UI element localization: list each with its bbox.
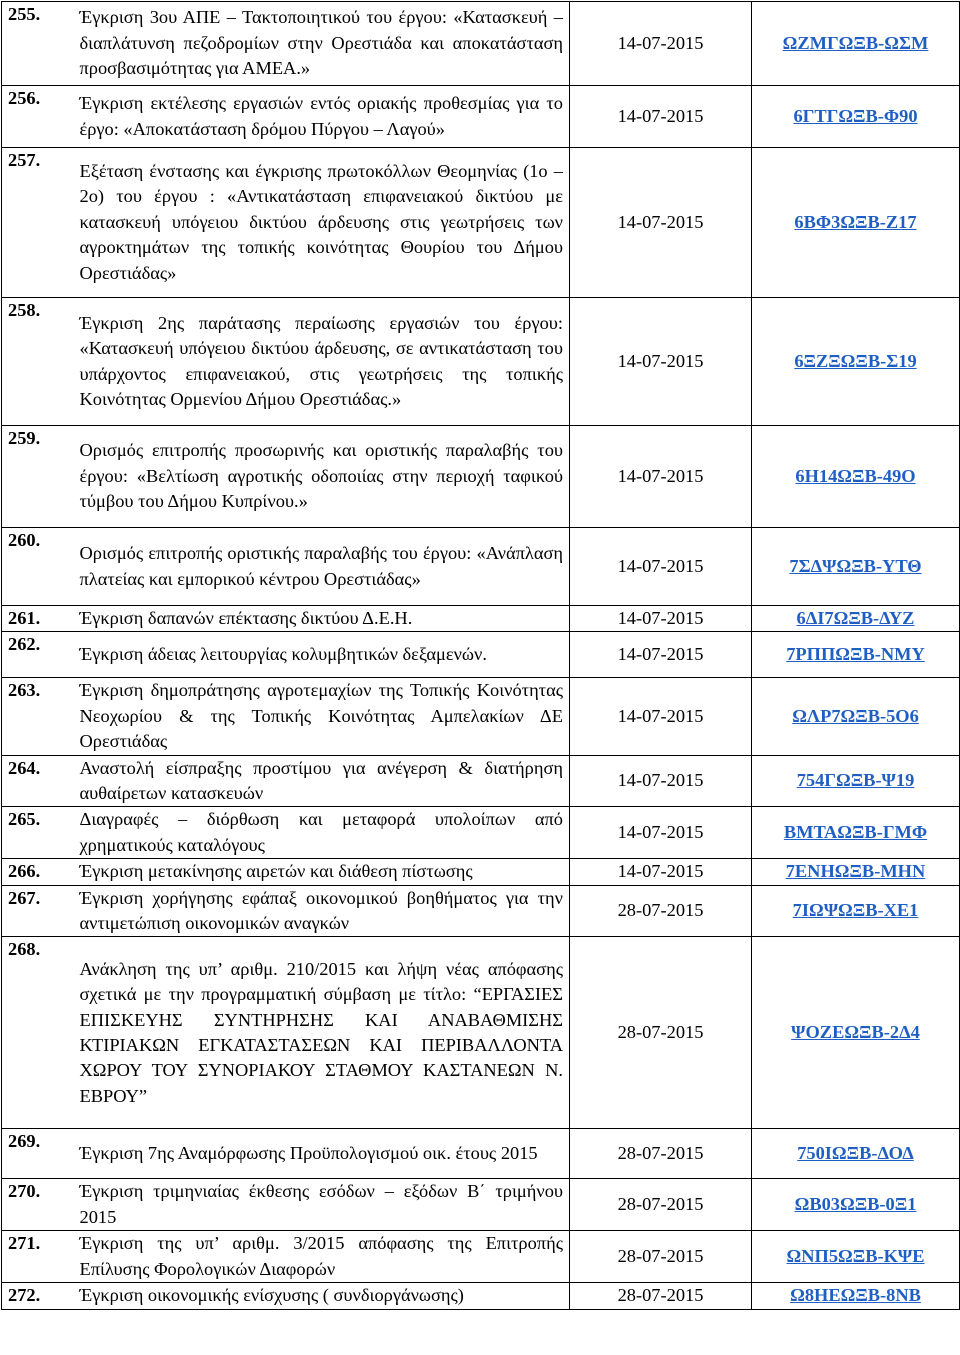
decision-ada-cell: [752, 606, 960, 632]
decision-ada-link[interactable]: 7ΡΠΠΩΞΒ-ΝΜΥ: [786, 644, 925, 665]
decision-date: 14-07-2015: [570, 859, 752, 885]
decision-row: [2, 2, 960, 86]
decision-row: [2, 678, 960, 755]
decision-ada-link[interactable]: Ω8ΗΕΩΞΒ-8ΝΒ: [790, 1285, 921, 1306]
decision-subject: Έγκριση 3ου ΑΠΕ – Τακτοποιητικού του έργου: «Κατασκευή – διαπλάτυνση πεζοδρομίων στην Ορεστιάδα και αποκατάσταση προσβασιμότητας για ΑΜΕΑ.»: [80, 2, 570, 86]
decision-ada-cell: [752, 426, 960, 528]
decision-date: 14-07-2015: [570, 426, 752, 528]
decision-row: [2, 148, 960, 298]
decision-ada-link[interactable]: 6Η14ΩΞΒ-49Ο: [795, 465, 916, 486]
decision-ada-link[interactable]: 7ΣΔΨΩΞΒ-ΥΤΘ: [789, 555, 922, 576]
decision-ada-cell: [752, 148, 960, 298]
decision-number: 257.: [2, 148, 80, 298]
decision-row: [2, 298, 960, 426]
decision-ada-cell: [752, 678, 960, 755]
decision-ada-link[interactable]: 7ΕΝΗΩΞΒ-ΜΗΝ: [785, 861, 926, 882]
decision-row: [2, 1129, 960, 1179]
decision-row: [2, 807, 960, 859]
decision-number: 267.: [2, 885, 80, 937]
decision-date: 14-07-2015: [570, 807, 752, 859]
decision-number: 266.: [2, 859, 80, 885]
decision-ada-cell: [752, 298, 960, 426]
decision-ada-cell: [752, 807, 960, 859]
decision-subject: Έγκριση μετακίνησης αιρετών και διάθεση πίστωσης: [80, 859, 570, 885]
decision-number: 265.: [2, 807, 80, 859]
decision-date: 28-07-2015: [570, 1283, 752, 1309]
decision-date: 14-07-2015: [570, 148, 752, 298]
decision-subject: Έγκριση δημοπράτησης αγροτεμαχίων της Τοπικής Κοινότητας Νεοχωρίου & της Τοπικής Κοινότητας Αμπελακίων ΔΕ Ορεστιάδας: [80, 678, 570, 755]
decision-number: 264.: [2, 755, 80, 807]
decision-ada-link[interactable]: 6ΔΙ7ΩΞΒ-ΔΥΖ: [796, 608, 915, 628]
decision-number: 271.: [2, 1231, 80, 1283]
decision-subject: Έγκριση άδειας λειτουργίας κολυμβητικών δεξαμενών.: [80, 632, 570, 678]
decision-row: [2, 885, 960, 937]
decision-number: 270.: [2, 1179, 80, 1231]
decision-subject: Ορισμός επιτροπής οριστικής παραλαβής του έργου: «Ανάπλαση πλατείας και εμπορικού κέντρου Ορεστιάδας»: [80, 528, 570, 606]
decision-ada-cell: [752, 1283, 960, 1309]
decision-number: 260.: [2, 528, 80, 606]
decision-ada-link[interactable]: 6ΞΖΞΩΞΒ-Σ19: [794, 350, 917, 371]
decision-ada-cell: [752, 2, 960, 86]
decision-number: 258.: [2, 298, 80, 426]
decision-number: 263.: [2, 678, 80, 755]
decision-row: [2, 859, 960, 885]
decision-date: 14-07-2015: [570, 298, 752, 426]
decision-row: [2, 528, 960, 606]
decision-subject: Διαγραφές – διόρθωση και μεταφορά υπολοίπων από χρηματικούς καταλόγους: [80, 807, 570, 859]
decision-ada-link[interactable]: ΩΖΜΓΩΞΒ-ΩΣΜ: [782, 32, 929, 53]
decision-number: 262.: [2, 632, 80, 678]
decision-date: 14-07-2015: [570, 528, 752, 606]
decisions-table: [1, 1, 960, 1310]
decision-row: [2, 426, 960, 528]
decision-date: 14-07-2015: [570, 632, 752, 678]
decision-row: [2, 632, 960, 678]
decision-number: 261.: [2, 606, 80, 632]
decision-date: 28-07-2015: [570, 1231, 752, 1283]
decision-ada-link[interactable]: 754ΓΩΞΒ-Ψ19: [796, 770, 915, 791]
decision-ada-link[interactable]: 6ΒΦ3ΩΞΒ-Ζ17: [794, 211, 917, 232]
decision-subject: Έγκριση δαπανών επέκτασης δικτύου Δ.Ε.Η.: [80, 606, 570, 632]
decision-ada-cell: [752, 1179, 960, 1231]
decision-date: 28-07-2015: [570, 885, 752, 937]
decision-subject: Έγκριση 2ης παράτασης περαίωσης εργασιών του έργου: «Κατασκευή υπόγειου δικτύου άρδευσης, σε αντικατάσταση του υπάρχοντος επιφανειακού, στις γεωτρήσεις της τοπικής Κοινότητας Ορμενίου Δήμου Ορεστιάδας.»: [80, 298, 570, 426]
decision-ada-link[interactable]: ΨΟΖΕΩΞΒ-2Δ4: [791, 1022, 920, 1043]
decision-date: 14-07-2015: [570, 755, 752, 807]
decision-ada-cell: [752, 937, 960, 1129]
decision-subject: Αναστολή είσπραξης προστίμου για ανέγερση & διατήρηση αυθαίρετων κατασκευών: [80, 755, 570, 807]
decision-date: 14-07-2015: [570, 86, 752, 148]
decision-date: 14-07-2015: [570, 606, 752, 632]
decision-number: 255.: [2, 2, 80, 86]
decision-subject: Έγκριση της υπ’ αριθμ. 3/2015 απόφασης της Επιτροπής Επίλυσης Φορολογικών Διαφορών: [80, 1231, 570, 1283]
decision-number: 256.: [2, 86, 80, 148]
decision-ada-cell: [752, 1129, 960, 1179]
decision-ada-cell: [752, 859, 960, 885]
decision-row: [2, 1231, 960, 1283]
decision-number: 272.: [2, 1283, 80, 1309]
decision-ada-cell: [752, 755, 960, 807]
decision-row: [2, 755, 960, 807]
decision-date: 28-07-2015: [570, 937, 752, 1129]
decision-date: 14-07-2015: [570, 678, 752, 755]
decision-date: 14-07-2015: [570, 2, 752, 86]
decision-ada-link[interactable]: 750ΙΩΞΒ-ΔΟΔ: [797, 1143, 914, 1164]
decision-ada-link[interactable]: ΒΜΤΑΩΞΒ-ΓΜΦ: [783, 822, 928, 843]
decision-row: [2, 1283, 960, 1309]
decision-ada-cell: [752, 632, 960, 678]
decision-date: 28-07-2015: [570, 1129, 752, 1179]
decision-ada-link[interactable]: ΩΛΡ7ΩΞΒ-5Ο6: [792, 705, 919, 726]
decision-row: [2, 937, 960, 1129]
decision-subject: Εξέταση ένστασης και έγκρισης πρωτοκόλλων Θεομηνίας (1ο – 2ο) του έργου : «Αντικατάσταση επιφανειακού δικτύου με κατασκευή υπόγειου δικτύου άρδευσης στις γεωτρήσεις των αγροκτημάτων της τοπικής κοινότητας Θουρίου του Δήμου Ορεστιάδας»: [80, 148, 570, 298]
decision-row: [2, 86, 960, 148]
decision-ada-link[interactable]: ΩΒ03ΩΞΒ-0Ξ1: [794, 1194, 917, 1215]
decision-subject: Έγκριση 7ης Αναμόρφωσης Προϋπολογισμού οικ. έτους 2015: [80, 1129, 570, 1179]
decisions-table-body: [2, 2, 960, 1310]
decision-number: 259.: [2, 426, 80, 528]
decision-ada-cell: [752, 528, 960, 606]
decision-subject: Έγκριση χορήγησης εφάπαξ οικονομικού βοηθήματος για την αντιμετώπιση οικονομικών αναγκών: [80, 885, 570, 937]
decision-number: 268.: [2, 937, 80, 1129]
decision-row: [2, 606, 960, 632]
decision-subject: Έγκριση τριμηνιαίας έκθεσης εσόδων – εξόδων Β΄ τριμήνου 2015: [80, 1179, 570, 1231]
decision-date: 28-07-2015: [570, 1179, 752, 1231]
decision-subject: Έγκριση οικονομικής ενίσχυσης ( συνδιοργάνωσης): [80, 1283, 570, 1309]
decision-ada-cell: [752, 1231, 960, 1283]
decision-ada-cell: [752, 885, 960, 937]
decision-ada-link[interactable]: ΩΝΠ5ΩΞΒ-ΚΨΕ: [786, 1246, 925, 1267]
decision-ada-link[interactable]: 7ΙΩΨΩΞΒ-ΧΕ1: [792, 900, 919, 921]
decision-number: 269.: [2, 1129, 80, 1179]
decision-row: [2, 1179, 960, 1231]
decision-subject: Έγκριση εκτέλεσης εργασιών εντός οριακής προθεσμίας για το έργο: «Αποκατάσταση δρόμου Πύργου – Λαγού»: [80, 86, 570, 148]
decision-ada-link[interactable]: 6ΓΤΓΩΞΒ-Φ90: [793, 105, 918, 126]
decision-subject: Ανάκληση της υπ’ αριθμ. 210/2015 και λήψη νέας απόφασης σχετικά με την προγραμματική σύμβαση με τίτλο: “ΕΡΓΑΣΙΕΣ ΕΠΙΣΚΕΥΗΣ ΣΥΝΤΗΡΗΣΗΣ ΚΑΙ ΑΝΑΒΑΘΜΙΣΗΣ ΚΤΙΡΙΑΚΩΝ ΕΓΚΑΤΑΣΤΑΣΕΩΝ ΚΑΙ ΠΕΡΙΒΑΛΛΟΝΤΑ ΧΩΡΟΥ ΤΟΥ ΣΥΝΟΡΙΑΚΟΥ ΣΤΑΘΜΟΥ ΚΑΣΤΑΝΕΩΝ Ν. ΕΒΡΟΥ”: [80, 937, 570, 1129]
decision-subject: Ορισμός επιτροπής προσωρινής και οριστικής παραλαβής του έργου: «Βελτίωση αγροτικής οδοποιίας στην περιοχή ταφικού τύμβου του Δήμου Κυπρίνου.»: [80, 426, 570, 528]
decision-ada-cell: [752, 86, 960, 148]
